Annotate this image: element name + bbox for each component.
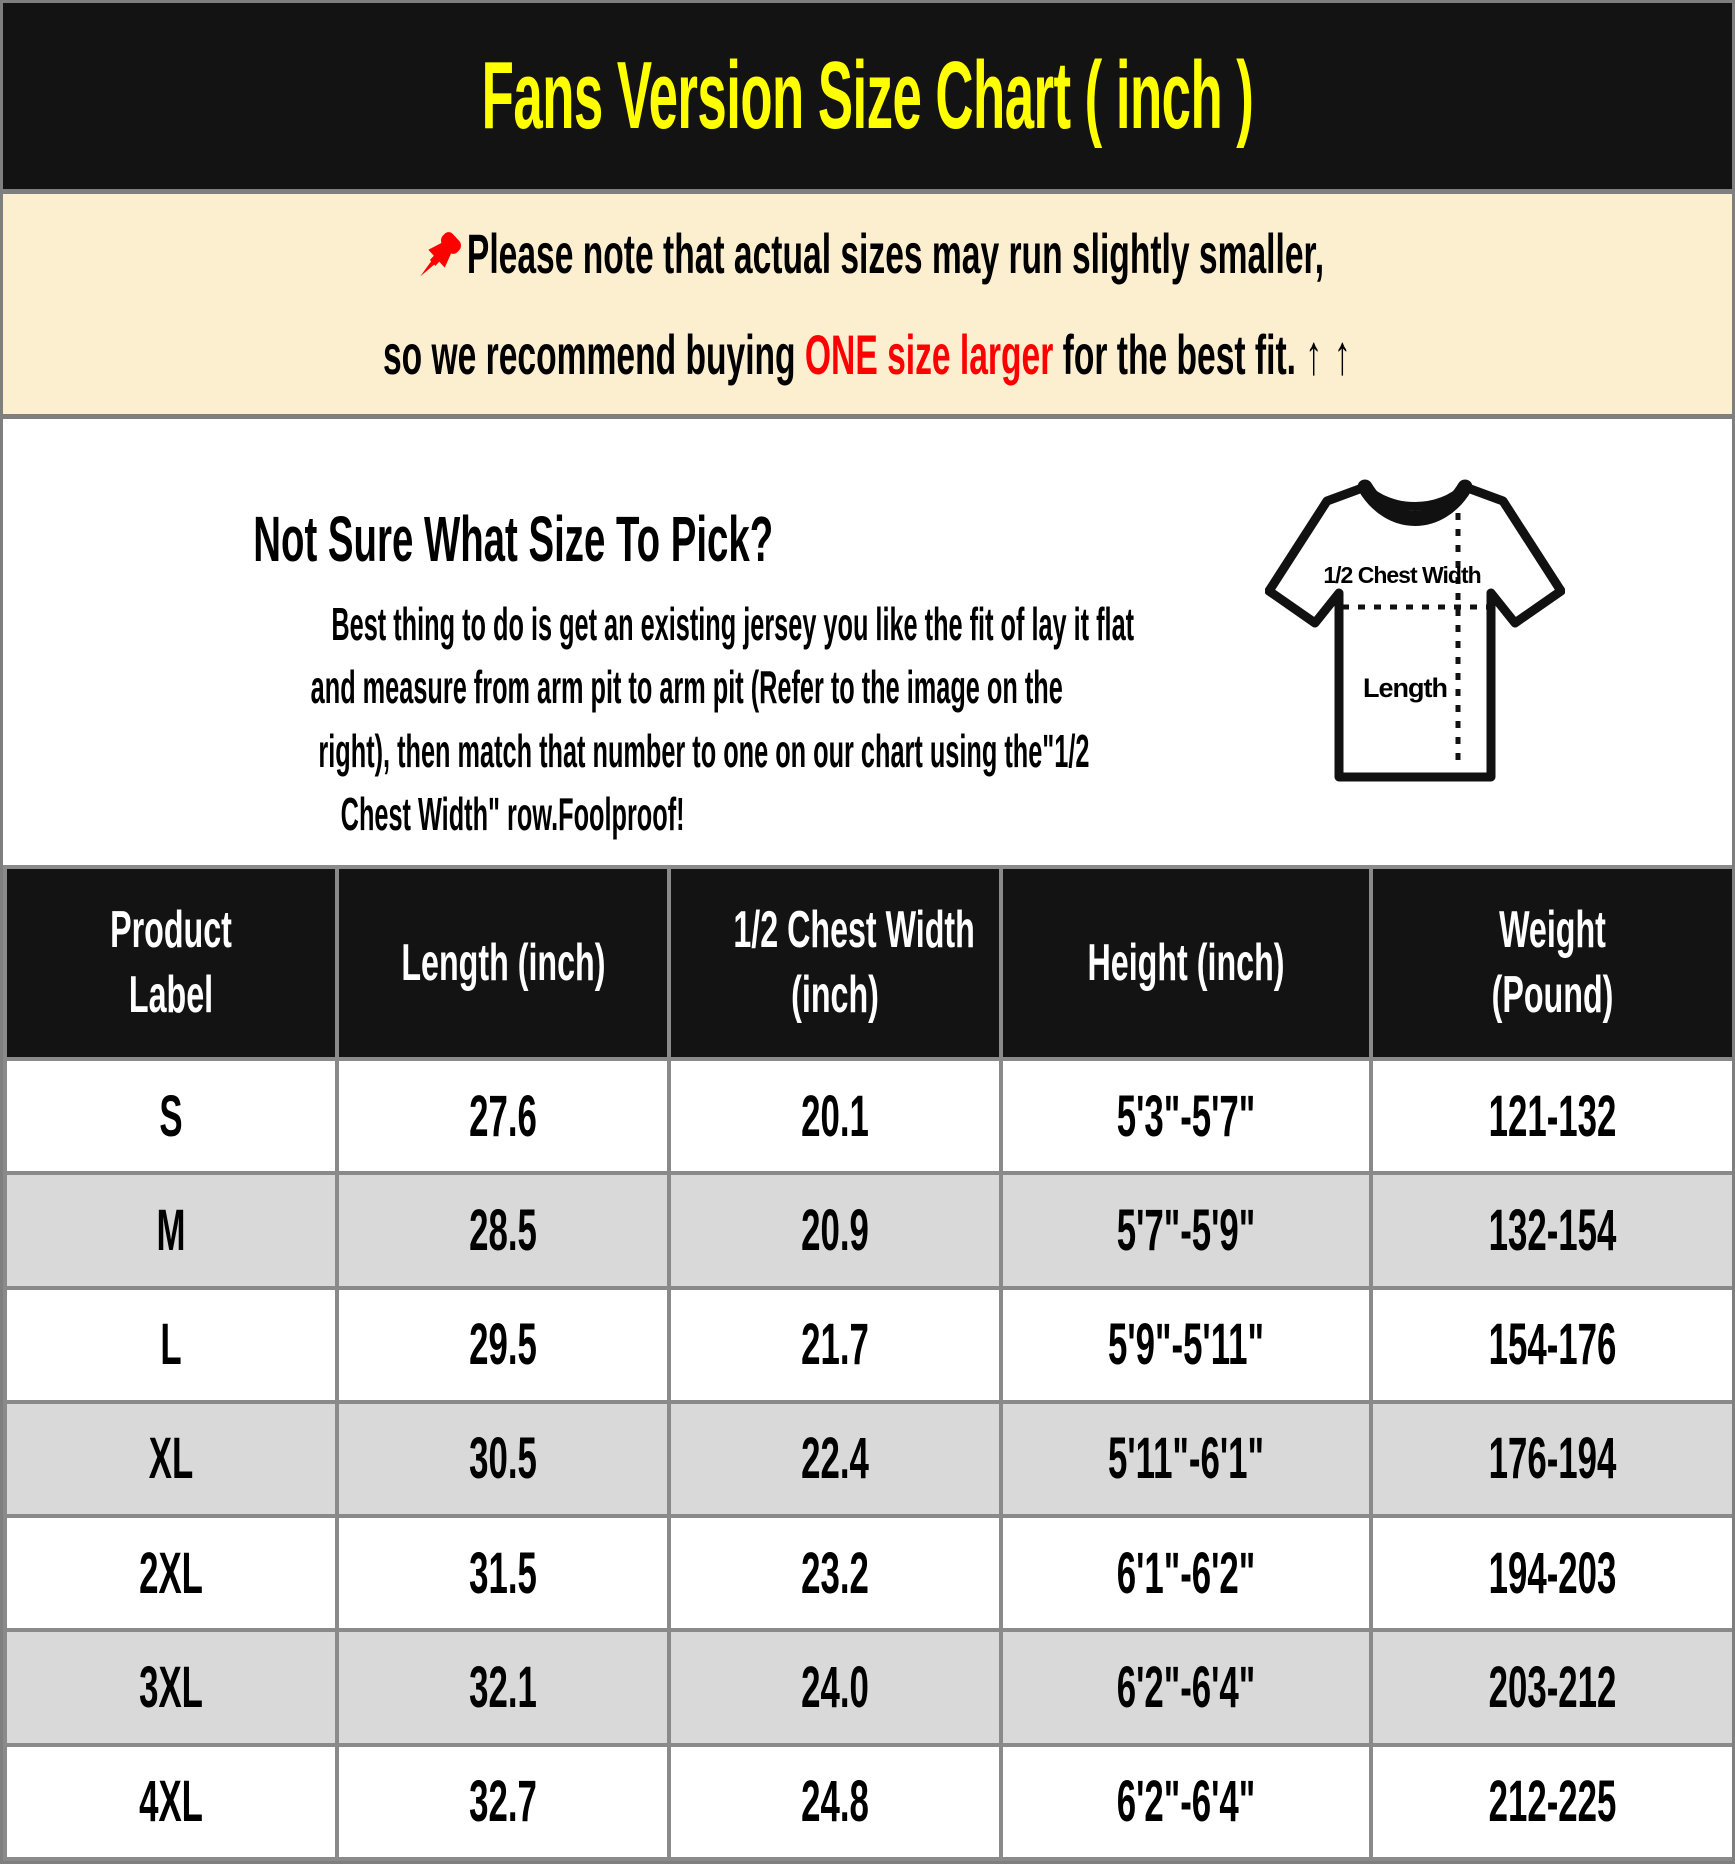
up-arrows-icon: ↑ ↑ — [1305, 322, 1352, 386]
chest-width-cell: 21.7 — [669, 1288, 1001, 1402]
length-cell: 27.6 — [337, 1059, 669, 1173]
table-header-row — [5, 867, 1734, 1059]
size-help-text-line: and measure from arm pit to arm pit (Refer to the image on the — [310, 661, 1063, 714]
size-label-cell: 2XL — [5, 1516, 337, 1630]
table-row-m — [5, 1173, 1734, 1287]
column-header-length: Length (inch) — [337, 867, 669, 1059]
length-cell: 32.1 — [337, 1630, 669, 1744]
table-row-l — [5, 1288, 1734, 1402]
size-help-text-line: Chest Width" row.Foolproof! — [341, 788, 685, 841]
weight-cell: 132-154 — [1371, 1173, 1734, 1287]
page-title: Fans Version Size Chart ( inch ) — [481, 42, 1254, 149]
size-label-cell: M — [5, 1173, 337, 1287]
length-cell: 28.5 — [337, 1173, 669, 1287]
chest-width-cell: 20.9 — [669, 1173, 1001, 1287]
table-row-s — [5, 1059, 1734, 1173]
size-help-text-line: right), then match that number to one on our chart using the"1/2 — [318, 724, 1090, 777]
size-label-cell: XL — [5, 1402, 337, 1516]
column-header-height: Height (inch) — [1001, 867, 1371, 1059]
chest-width-cell: 20.1 — [669, 1059, 1001, 1173]
tshirt-outline — [1269, 487, 1561, 777]
notice-banner — [3, 194, 1732, 419]
height-cell: 6'2"-6'4" — [1001, 1745, 1371, 1859]
notice-text-1: Please note that actual sizes may run slightly smaller, — [467, 221, 1325, 285]
notice-line-2 — [60, 322, 1675, 386]
weight-cell: 121-132 — [1371, 1059, 1734, 1173]
size-help-text-line: Best thing to do is get an existing jersey you like the fit of lay it flat — [331, 598, 1135, 650]
table-row-4xl — [5, 1745, 1734, 1859]
column-header-weight: Weight (Pound) — [1371, 867, 1734, 1059]
length-cell: 32.7 — [337, 1745, 669, 1859]
tshirt-diagram-area — [1023, 419, 1732, 865]
height-cell: 6'2"-6'4" — [1001, 1630, 1371, 1744]
column-header-product-label: Product Label — [5, 867, 337, 1059]
column-header-chest-width: 1/2 Chest Width (inch) — [669, 867, 1001, 1059]
table-row-xl — [5, 1402, 1734, 1516]
tshirt-diagram — [1265, 461, 1565, 801]
chest-width-cell: 23.2 — [669, 1516, 1001, 1630]
weight-cell: 194-203 — [1371, 1516, 1734, 1630]
notice-text-2-prefix: so we recommend buying — [383, 322, 806, 386]
chest-width-cell: 24.8 — [669, 1745, 1001, 1859]
chest-width-cell: 24.0 — [669, 1630, 1001, 1744]
height-cell: 5'9"-5'11" — [1001, 1288, 1371, 1402]
weight-cell: 176-194 — [1371, 1402, 1734, 1516]
length-label: Length — [1363, 673, 1447, 703]
notice-line-1 — [106, 221, 1629, 287]
height-cell: 6'1"-6'2" — [1001, 1516, 1371, 1630]
size-help-text — [3, 419, 1135, 865]
size-label-cell: 3XL — [5, 1630, 337, 1744]
height-cell: 5'11"-6'1" — [1001, 1402, 1371, 1516]
size-label-cell: L — [5, 1288, 337, 1402]
notice-highlight: ONE size larger — [805, 322, 1054, 386]
size-label-cell: 4XL — [5, 1745, 337, 1859]
chest-width-cell: 22.4 — [669, 1402, 1001, 1516]
height-cell: 5'7"-5'9" — [1001, 1173, 1371, 1287]
height-cell: 5'3"-5'7" — [1001, 1059, 1371, 1173]
weight-cell: 203-212 — [1371, 1630, 1734, 1744]
length-cell: 31.5 — [337, 1516, 669, 1630]
size-help-section — [3, 419, 1732, 865]
size-help-heading: Not Sure What Size To Pick? — [253, 503, 773, 575]
weight-cell: 154-176 — [1371, 1288, 1734, 1402]
weight-cell: 212-225 — [1371, 1745, 1734, 1859]
notice-text-2-suffix: for the best fit. — [1053, 322, 1306, 386]
chest-width-label: 1/2 Chest Width — [1323, 562, 1481, 588]
size-table — [3, 865, 1735, 1861]
pushpin-icon — [411, 227, 466, 287]
length-cell: 29.5 — [337, 1288, 669, 1402]
size-label-cell: S — [5, 1059, 337, 1173]
table-row-2xl — [5, 1516, 1734, 1630]
length-cell: 30.5 — [337, 1402, 669, 1516]
table-row-3xl — [5, 1630, 1734, 1744]
title-banner — [3, 3, 1732, 194]
